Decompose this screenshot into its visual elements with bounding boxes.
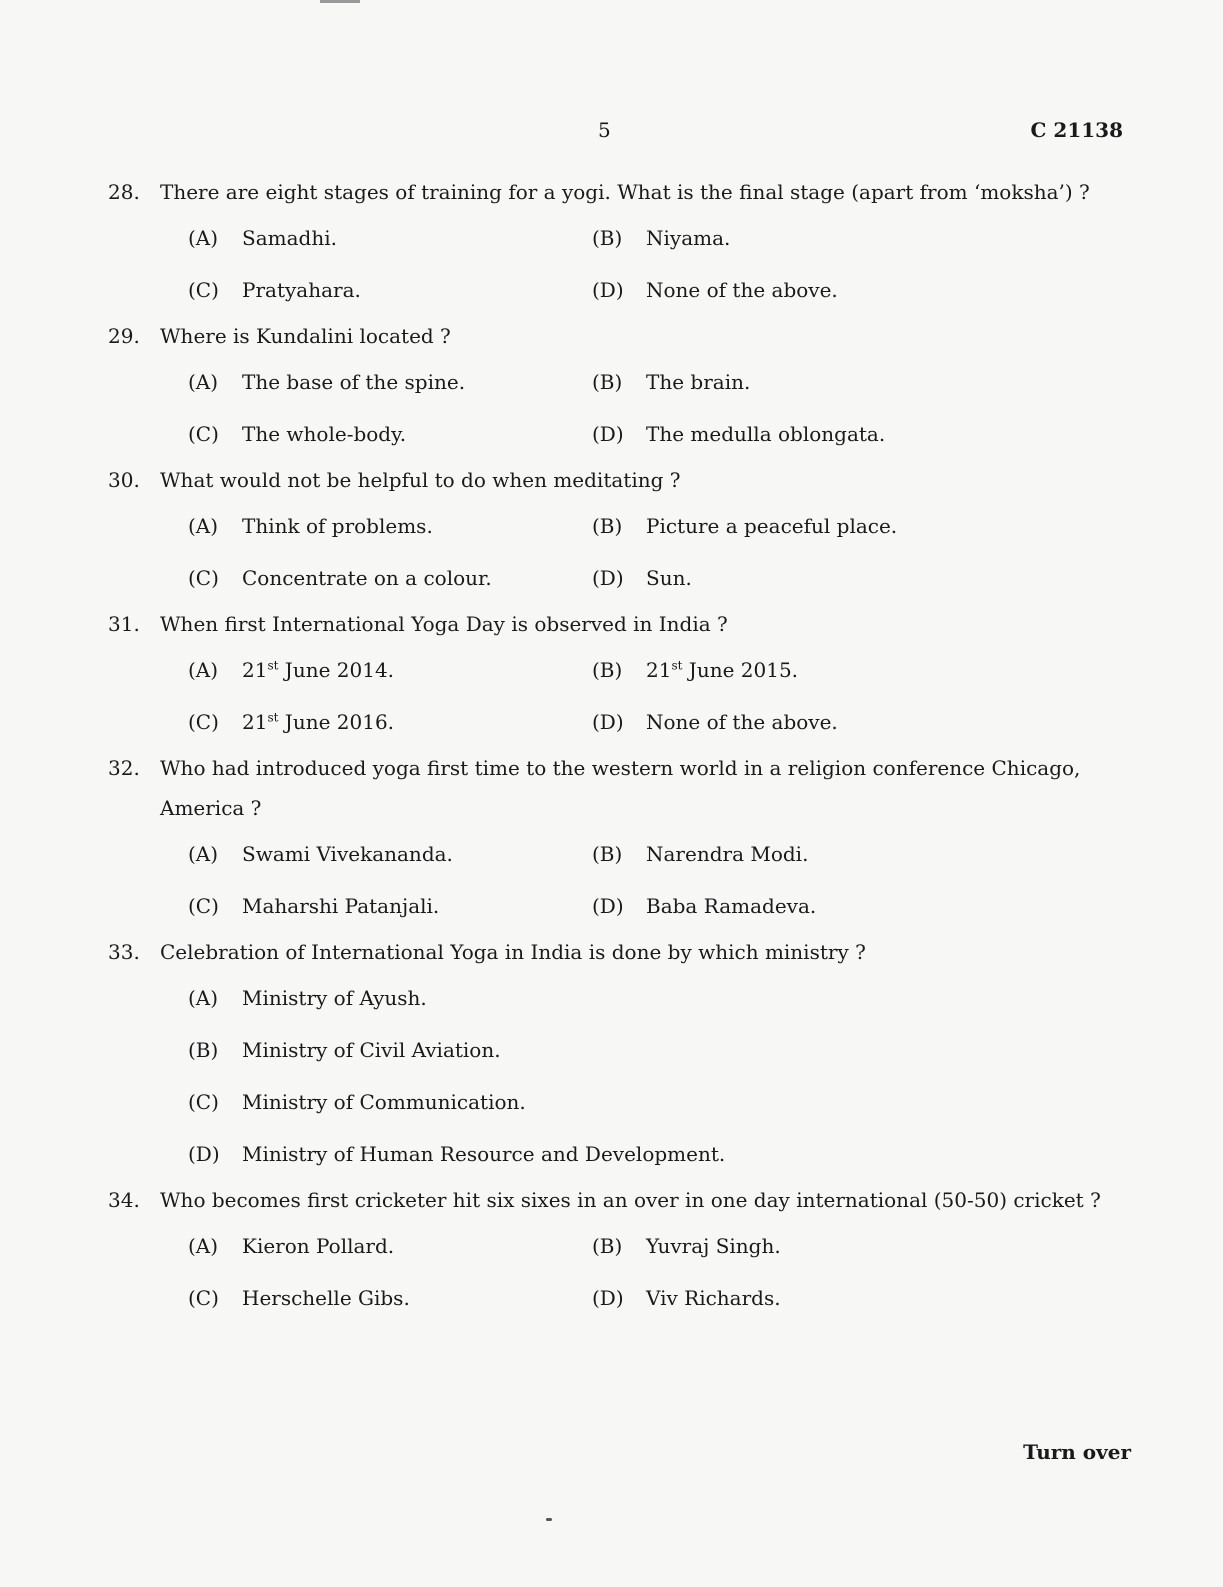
option-label: (A): [188, 514, 219, 538]
option-text: Baba Ramadeva.: [646, 894, 817, 918]
option-label: (D): [188, 1142, 220, 1166]
option-text: Picture a peaceful place.: [646, 514, 898, 538]
scan-mark: [320, 0, 360, 3]
question-number: 30.: [108, 468, 140, 492]
answer-option: [188, 552, 592, 604]
answer-option: [592, 880, 1012, 932]
options-group: [188, 828, 1138, 932]
question-text: Celebration of International Yoga in India is done by which ministry ?: [160, 940, 866, 964]
question: [108, 604, 1138, 748]
answer-option: [188, 408, 592, 460]
option-day: 21: [242, 658, 268, 682]
answer-option: [188, 1128, 1012, 1180]
option-text: Viv Richards.: [646, 1286, 781, 1310]
option-label: (D): [592, 278, 624, 302]
page-number: 5: [598, 118, 611, 142]
option-label: (C): [188, 422, 219, 446]
answer-option: [188, 828, 592, 880]
scan-mark: [546, 1518, 552, 1521]
options-group: [188, 212, 1138, 316]
option-text: Swami Vivekananda.: [242, 842, 453, 866]
option-label: (B): [592, 226, 623, 250]
question-stem: [108, 748, 1138, 828]
answer-option: [592, 828, 1012, 880]
answer-option: [188, 1076, 1012, 1128]
question-number: 33.: [108, 940, 140, 964]
question-number: 31.: [108, 612, 140, 636]
question: [108, 932, 1138, 1180]
answer-option: [188, 696, 592, 748]
option-label: (C): [188, 894, 219, 918]
option-text: [242, 658, 394, 682]
ordinal-suffix: st: [671, 658, 683, 673]
question-list: [108, 172, 1138, 1324]
option-text: [646, 658, 798, 682]
option-label: (B): [188, 1038, 219, 1062]
question-number: 32.: [108, 756, 140, 780]
option-text: Sun.: [646, 566, 692, 590]
question-text: There are eight stages of training for a yogi. What is the final stage (apart from ‘moksha’) ?: [160, 180, 1090, 204]
answer-option: [188, 264, 592, 316]
answer-option: [188, 500, 592, 552]
option-label: (C): [188, 1090, 219, 1114]
option-label: (B): [592, 514, 623, 538]
option-text: Kieron Pollard.: [242, 1234, 395, 1258]
option-label: (D): [592, 710, 624, 734]
question-stem: [108, 932, 1138, 972]
option-label: (A): [188, 986, 219, 1010]
answer-option: [188, 1024, 1012, 1076]
option-label: (D): [592, 894, 624, 918]
options-group: [188, 972, 1138, 1180]
option-day: 21: [646, 658, 672, 682]
option-text: Ministry of Communication.: [242, 1090, 526, 1114]
answer-option: [592, 696, 1012, 748]
question: [108, 172, 1138, 316]
answer-option: [188, 972, 1012, 1024]
answer-option: [188, 356, 592, 408]
option-label: (A): [188, 658, 219, 682]
question-text: What would not be helpful to do when meditating ?: [160, 468, 681, 492]
option-label: (A): [188, 226, 219, 250]
question: [108, 1180, 1138, 1324]
answer-option: [188, 880, 592, 932]
ordinal-suffix: st: [267, 710, 279, 725]
option-text: Ministry of Ayush.: [242, 986, 427, 1010]
option-text: Yuvraj Singh.: [646, 1234, 781, 1258]
option-label: (B): [592, 842, 623, 866]
answer-option: [592, 264, 1012, 316]
option-label: (B): [592, 370, 623, 394]
option-text: The whole-body.: [242, 422, 407, 446]
question-text: Where is Kundalini located ?: [160, 324, 451, 348]
question-stem: [108, 460, 1138, 500]
option-text: Concentrate on a colour.: [242, 566, 492, 590]
option-text: The base of the spine.: [242, 370, 466, 394]
option-label: (C): [188, 710, 219, 734]
option-date-rest: June 2015.: [682, 658, 799, 682]
paper-code: C 21138: [1030, 118, 1123, 142]
option-text: Samadhi.: [242, 226, 337, 250]
answer-option: [188, 1220, 592, 1272]
option-label: (D): [592, 422, 624, 446]
option-text: The brain.: [646, 370, 751, 394]
option-label: (A): [188, 370, 219, 394]
question: [108, 748, 1138, 932]
question-number: 34.: [108, 1188, 140, 1212]
question-stem: [108, 1180, 1138, 1220]
option-text: Narendra Modi.: [646, 842, 809, 866]
question-text: When first International Yoga Day is observed in India ?: [160, 612, 728, 636]
answer-option: [592, 1272, 1012, 1324]
option-text: The medulla oblongata.: [646, 422, 886, 446]
option-date-rest: June 2016.: [278, 710, 395, 734]
turn-over-note: Turn over: [1023, 1440, 1131, 1464]
option-label: (A): [188, 842, 219, 866]
answer-option: [592, 500, 1012, 552]
question: [108, 316, 1138, 460]
option-text: Pratyahara.: [242, 278, 361, 302]
option-text: Ministry of Civil Aviation.: [242, 1038, 501, 1062]
answer-option: [592, 644, 1012, 696]
option-text: Ministry of Human Resource and Development.: [242, 1142, 726, 1166]
option-text: Maharshi Patanjali.: [242, 894, 440, 918]
option-label: (C): [188, 278, 219, 302]
option-date-rest: June 2014.: [278, 658, 395, 682]
option-text: Herschelle Gibs.: [242, 1286, 410, 1310]
options-group: [188, 500, 1138, 604]
answer-option: [188, 644, 592, 696]
option-label: (B): [592, 658, 623, 682]
answer-option: [188, 1272, 592, 1324]
option-label: (D): [592, 566, 624, 590]
options-group: [188, 356, 1138, 460]
answer-option: [592, 408, 1012, 460]
answer-option: [592, 552, 1012, 604]
option-text: Niyama.: [646, 226, 731, 250]
answer-option: [592, 356, 1012, 408]
question-text: Who had introduced yoga first time to the western world in a religion conference Chicago, America ?: [160, 756, 1081, 820]
question-stem: [108, 604, 1138, 644]
ordinal-suffix: st: [267, 658, 279, 673]
options-group: [188, 644, 1138, 748]
option-label: (C): [188, 1286, 219, 1310]
option-label: (D): [592, 1286, 624, 1310]
question-number: 28.: [108, 180, 140, 204]
answer-option: [188, 212, 592, 264]
option-text: [242, 710, 394, 734]
question-text: Who becomes first cricketer hit six sixes in an over in one day international (50-50) cricket ?: [160, 1188, 1101, 1212]
option-day: 21: [242, 710, 268, 734]
option-label: (B): [592, 1234, 623, 1258]
option-text: Think of problems.: [242, 514, 433, 538]
question-stem: [108, 316, 1138, 356]
option-label: (A): [188, 1234, 219, 1258]
answer-option: [592, 212, 1012, 264]
answer-option: [592, 1220, 1012, 1272]
question-stem: [108, 172, 1138, 212]
option-label: (C): [188, 566, 219, 590]
option-text: None of the above.: [646, 278, 838, 302]
question-number: 29.: [108, 324, 140, 348]
options-group: [188, 1220, 1138, 1324]
question: [108, 460, 1138, 604]
option-text: None of the above.: [646, 710, 838, 734]
